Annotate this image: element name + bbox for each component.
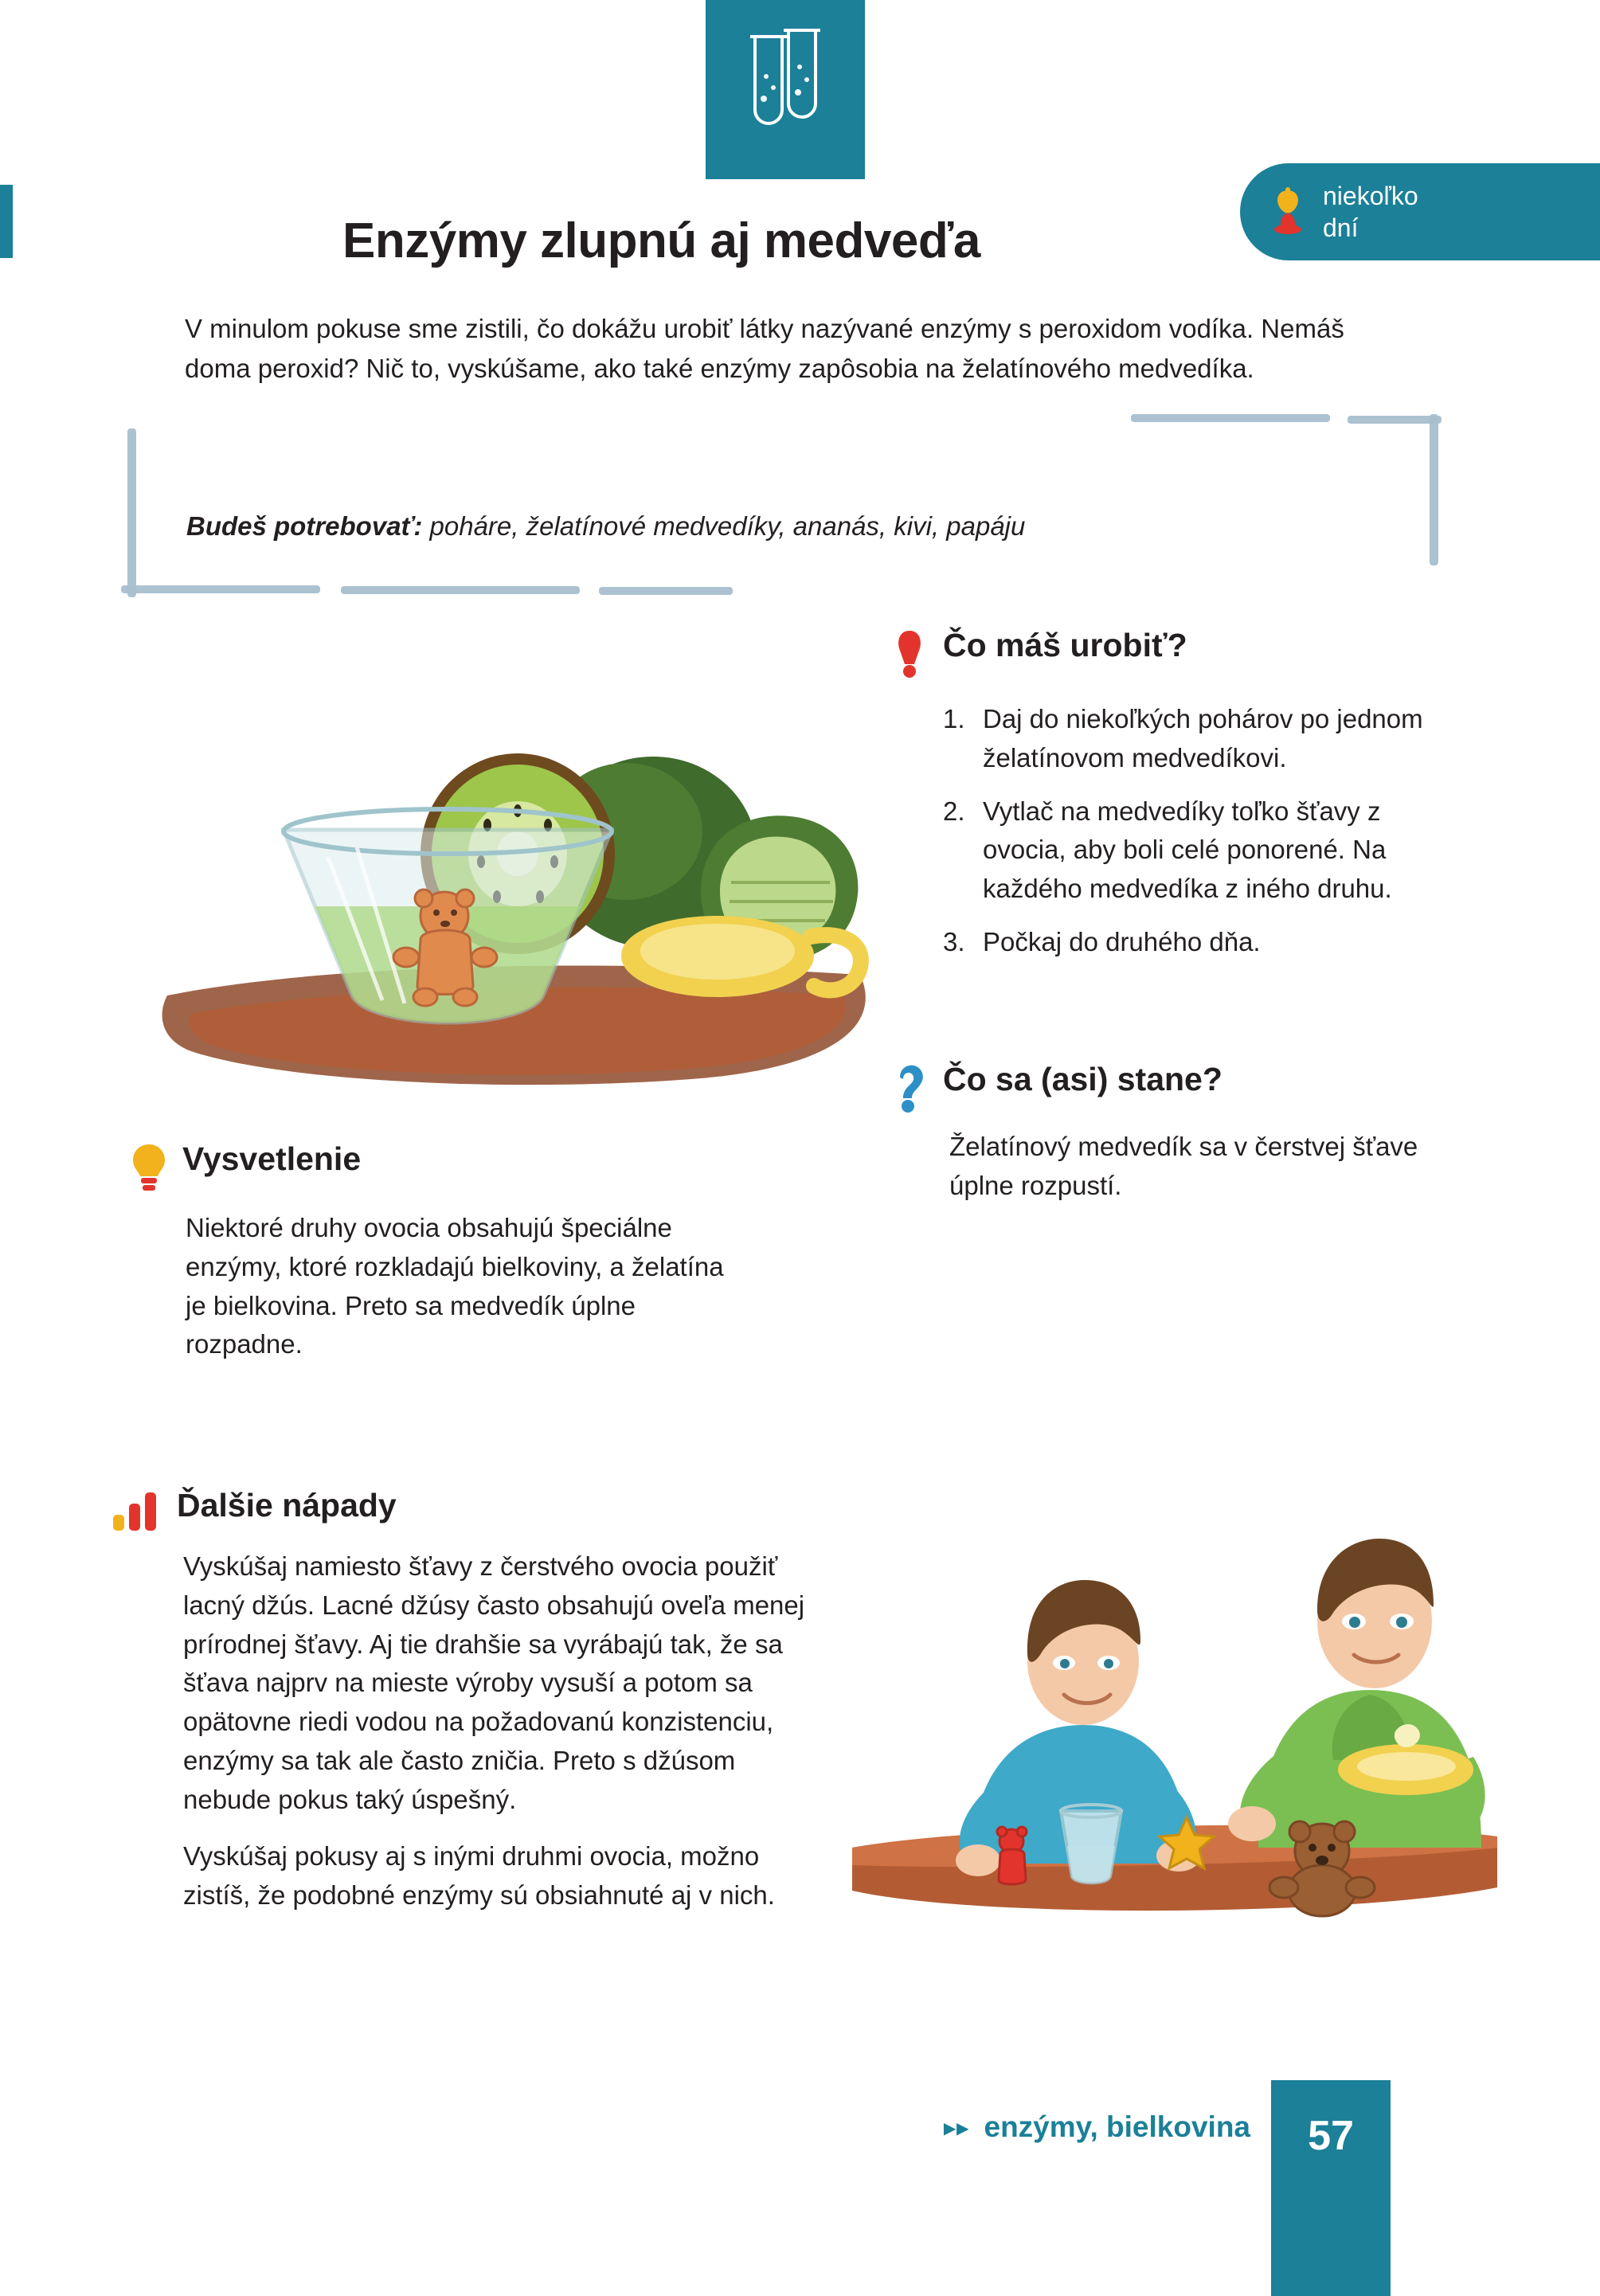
list-item: [943, 700, 1465, 778]
section-heading: Čo máš urobiť?: [943, 627, 1187, 663]
materials-frame-line: [341, 586, 580, 594]
section-heading: Vysvetlenie: [182, 1140, 362, 1177]
materials-label: Budeš potrebovať:: [186, 511, 423, 541]
section-heading: Ďalšie nápady: [177, 1487, 397, 1523]
materials-frame-line: [1430, 414, 1438, 565]
paragraph: Vyskúšaj pokusy aj s inými druhmi ovocia, možno zistíš, že podobné enzýmy sú obsiahnuté aj v nich.: [183, 1840, 775, 1910]
page-number: 57: [1271, 2080, 1391, 2192]
lightbulb-icon: [131, 1143, 166, 1196]
materials-frame-line: [127, 428, 136, 597]
section-what-to-do: [892, 629, 1465, 976]
section-what-happens: [892, 1063, 1481, 1206]
section-body: Želatínový medvedík sa v čerstvej šťave úplne rozpustí.: [949, 1132, 1418, 1200]
section-header: [892, 629, 1465, 683]
section-header: [111, 1489, 812, 1535]
test-tubes-icon-block: [706, 0, 865, 179]
section-header: [131, 1140, 737, 1196]
section-more-ideas: [111, 1489, 812, 1932]
bar-chart-icon: [111, 1489, 161, 1535]
materials-frame-line: [121, 585, 320, 593]
duration-line-2: dní: [1323, 213, 1359, 242]
glass-bowl-with-gummy-bear-and-fruit-illustration: [143, 653, 924, 1099]
duration-line-1: niekoľko: [1323, 182, 1418, 210]
section-header: [892, 1063, 1481, 1117]
materials-frame-line: [1348, 416, 1442, 424]
materials-frame-line: [1131, 414, 1330, 422]
intro-paragraph: V minulom pokuse sme zistili, čo dokážu urobiť látky nazývané enzýmy s peroxidom vodíka. Nemáš doma peroxid? Nič to, vyskúšame, ako také enzýmy zapôsobia na želatínového medvedíka.: [185, 314, 1344, 383]
materials-box: [111, 414, 1449, 597]
step-text: Počkaj do druhého dňa.: [983, 927, 1261, 957]
two-boys-with-juicer-illustration: [844, 1473, 1505, 1951]
materials-items: poháre, želatínové medvedíky, ananás, kivi, papáju: [429, 511, 1026, 541]
test-tubes-icon: [737, 22, 833, 142]
section-body: [183, 1547, 812, 1915]
step-number: 2.: [943, 796, 965, 826]
list-item: [943, 792, 1465, 909]
section-body: Niektoré druhy ovocia obsahujú špeciálne enzýmy, ktoré rozkladajú bielkoviny, a želatína je bielkovina. Preto sa medvedík úplne rozpadne.: [186, 1213, 724, 1359]
left-edge-marker: [0, 185, 13, 258]
list-item: [943, 923, 1465, 962]
step-number: 1.: [943, 704, 965, 733]
duration-badge: [1240, 163, 1600, 260]
step-text: Daj do niekoľkých pohárov po jednom želatínovom medvedíkovi.: [983, 704, 1423, 773]
materials-text: [186, 511, 1381, 542]
materials-frame-line: [599, 587, 733, 595]
hourglass-icon: [1270, 186, 1305, 239]
duration-badge-text: [1323, 180, 1418, 244]
section-explanation: [131, 1140, 737, 1364]
paragraph: Vyskúšaj namiesto šťavy z čerstvého ovocia použiť lacný džús. Lacné džúsy často obsahujú oveľa menej prírodnej šťavy. Aj tie drahšie sa vyrábajú tak, že sa šťava najprv na mieste výroby vysuší a potom sa opätovne riedi vodou na požadovanú konzistenciu, enzýmy sa tak ale často zničia. Preto s džúsom nebude pokus taký úspešný.: [183, 1551, 805, 1814]
keywords-text: enzýmy, bielkovina: [984, 2110, 1250, 2143]
step-number: 3.: [943, 927, 965, 957]
footer-keywords: [741, 2110, 1250, 2144]
section-heading: Čo sa (asi) stane?: [943, 1061, 1222, 1097]
exclamation-mark-icon: [892, 629, 927, 683]
double-arrow-icon: ▸▸: [944, 2114, 970, 2140]
question-mark-icon: [892, 1063, 927, 1117]
step-text: Vytlač na medvedíky toľko šťavy z ovocia, aby boli celé ponorené. Na každého medvedíka z iného druhu.: [983, 796, 1392, 904]
footer-accent-bar: [1271, 2192, 1391, 2296]
page-title: Enzýmy zlupnú aj medveďa: [342, 213, 980, 268]
steps-list: [943, 700, 1465, 962]
